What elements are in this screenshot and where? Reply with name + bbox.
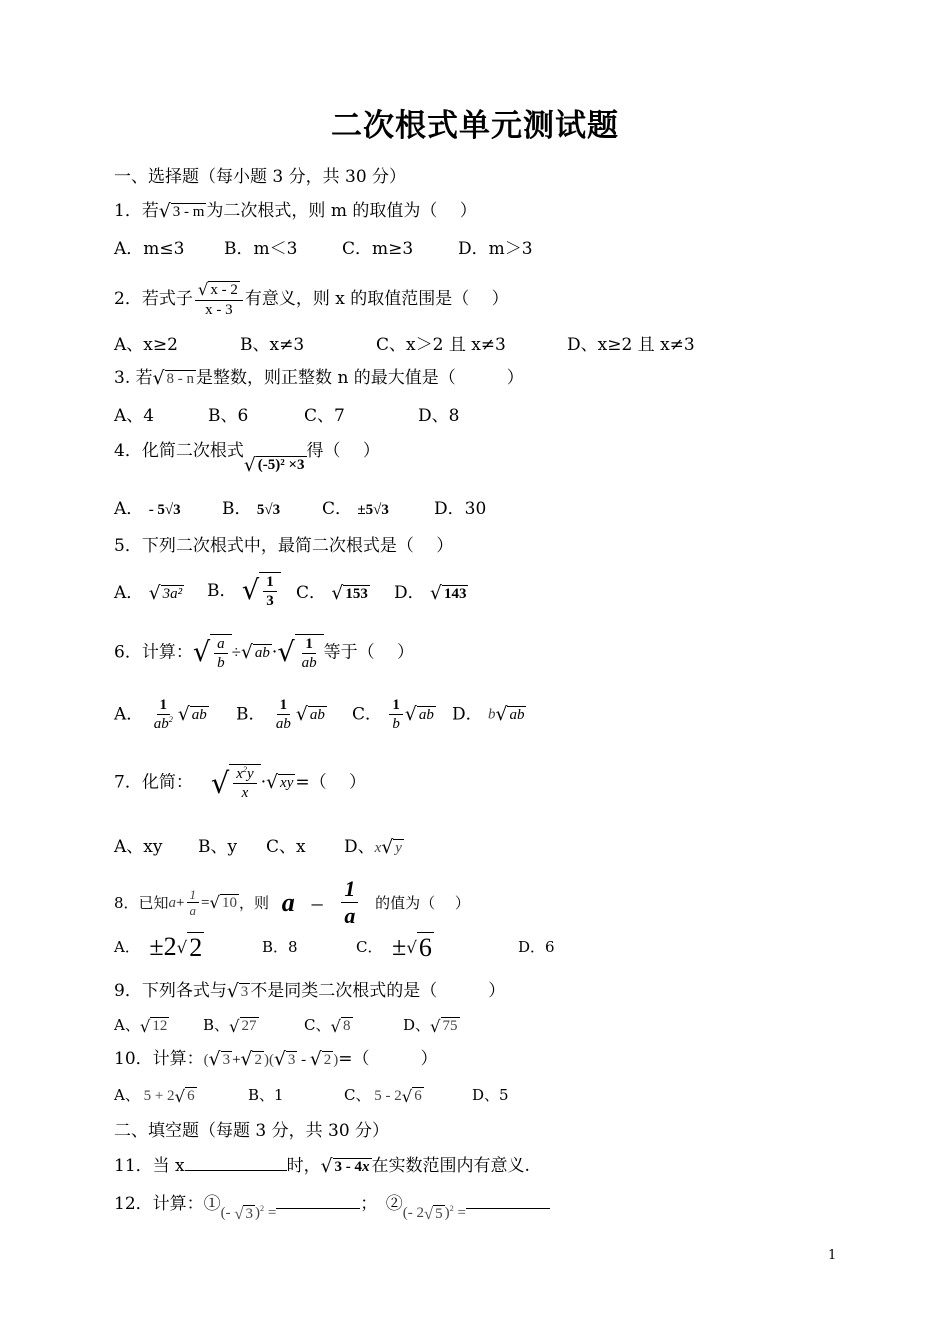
q4-option-d: D．30 xyxy=(434,499,487,519)
radical-expression: √ $\frac{a}{b}$ xyxy=(193,632,232,673)
q5-option-d: D． √ 143 xyxy=(394,582,467,604)
q10-option-a: A、 5 + 2√ 6 xyxy=(114,1086,195,1106)
radical-expression: √ 8 - n xyxy=(152,367,195,389)
question-4: 4．化简二次根式√ (-5)² ×3得（ ） xyxy=(114,441,380,476)
q3-option-d: D、8 xyxy=(418,406,460,426)
q7-option-b: B、y xyxy=(198,837,238,857)
q10-option-d: D、5 xyxy=(472,1086,509,1104)
q8-option-b: B．8 xyxy=(262,938,298,956)
q9-option-c: C、√ 8 xyxy=(304,1016,351,1036)
q3-option-a: A、4 xyxy=(114,406,155,426)
fraction-expression: $\frac{√ x - 2}{x - 3}$ xyxy=(195,280,243,319)
q6-option-a: A． $\frac{1}{ab^2}$ √ ab xyxy=(114,697,207,732)
q10-option-c: C、 5 - 2√ 6 xyxy=(344,1086,422,1106)
page-number: 1 xyxy=(828,1248,837,1263)
section-fill-heading: 二、填空题（每题 3 分，共 30 分） xyxy=(114,1121,390,1141)
q5-option-c: C． √ 153 xyxy=(296,582,368,604)
q1-option-d: D．m＞3 xyxy=(458,239,533,259)
q1-option-b: B．m＜3 xyxy=(224,239,298,259)
q6-option-c: C． $\frac{1}{b}$ √ ab xyxy=(352,697,434,732)
question-12: 12．计算：①(- √ 3 )$^2$ = ； ②(- 2√ 5 )$^2$ = xyxy=(114,1186,550,1232)
q2-option-b: B、x≠3 xyxy=(240,335,305,355)
q1-option-a: A．m≤3 xyxy=(114,239,185,259)
q6-option-b: B． $\frac{1}{ab}$ √ ab xyxy=(236,697,325,732)
q7-option-a: A、xy xyxy=(114,837,163,857)
q9-option-d: D、√ 75 xyxy=(403,1016,458,1036)
question-8: 8．已知a+ $\frac{1}{a}$ =√ 10 ，则 a – $\frac{1}{a}$ 的值为（ ） xyxy=(114,876,470,929)
q3-option-b: B、6 xyxy=(208,406,249,426)
question-5: 5．下列二次根式中，最简二次根式是（ ） xyxy=(114,536,454,556)
answer-blank[interactable] xyxy=(185,1152,287,1171)
question-3: 3. 若√ 8 - n 是整数，则正整数 n 的最大值是（ ） xyxy=(114,367,524,389)
q5-option-a: A． √ 3a² xyxy=(114,582,183,604)
q8-option-a: A． ±2√2 xyxy=(114,932,203,963)
radical-expression: √ 3 - m xyxy=(158,200,205,222)
radical-expression: √ (-5)² ×3 xyxy=(243,454,305,476)
q2-option-c: C、x＞2 且 x≠3 xyxy=(376,335,506,355)
page-title: 二次根式单元测试题 xyxy=(331,108,619,144)
q7-option-d: D、x√ y xyxy=(344,836,402,858)
answer-blank[interactable] xyxy=(276,1190,360,1209)
question-9: 9．下列各式与√ 3 不是同类二次根式的是（ ） xyxy=(114,980,506,1002)
answer-blank[interactable] xyxy=(466,1190,550,1209)
q8-option-c: C． ±√6 xyxy=(356,932,432,963)
question-10: 10．计算：(√ 3 +√ 2 )(√ 3 - √ 2 )=（ ） xyxy=(114,1048,438,1070)
q4-option-c: C． ±5√3 xyxy=(322,499,389,519)
radical-expression: √ $\frac{x^2y}{x}$ xyxy=(211,760,261,805)
section-choice-heading: 一、选择题（每小题 3 分，共 30 分） xyxy=(114,167,407,187)
q8-option-d: D．6 xyxy=(518,938,555,956)
q4-option-b: B． 5√3 xyxy=(222,499,281,519)
q5-option-b: B． √ $\frac{1}{3}$ xyxy=(207,572,281,610)
q9-option-a: A、√ 12 xyxy=(114,1016,168,1036)
question-11: 11．当 x 时，√ 3 - 4x 在实数范围内有意义. xyxy=(114,1152,530,1178)
q7-option-c: C、x xyxy=(266,837,306,857)
q9-option-b: B、√ 27 xyxy=(203,1016,257,1036)
q4-option-a: A． - 5√3 xyxy=(114,499,181,519)
question-1: 1．若√ 3 - m 为二次根式，则 m 的取值为（ ） xyxy=(114,200,477,222)
q10-option-b: B、1 xyxy=(248,1086,284,1104)
q6-option-d: D． b√ ab xyxy=(452,703,525,725)
question-2: 2．若式子 $\frac{√ x - 2}{x - 3}$ 有意义，则 x 的取值范围是（ ） xyxy=(114,280,509,318)
q3-option-c: C、7 xyxy=(304,406,345,426)
q2-option-a: A、x≥2 xyxy=(114,335,178,355)
question-7: 7．化简： √ $\frac{x^2y}{x}$ ·√ xy =（ ） xyxy=(114,760,366,805)
question-6: 6．计算：√ $\frac{a}{b}$ ÷√ ab ·√ $\frac{1}{ab}$ 等于（ ） xyxy=(114,632,414,673)
q1-option-c: C．m≥3 xyxy=(342,239,414,259)
q2-option-d: D、x≥2 且 x≠3 xyxy=(567,335,695,355)
